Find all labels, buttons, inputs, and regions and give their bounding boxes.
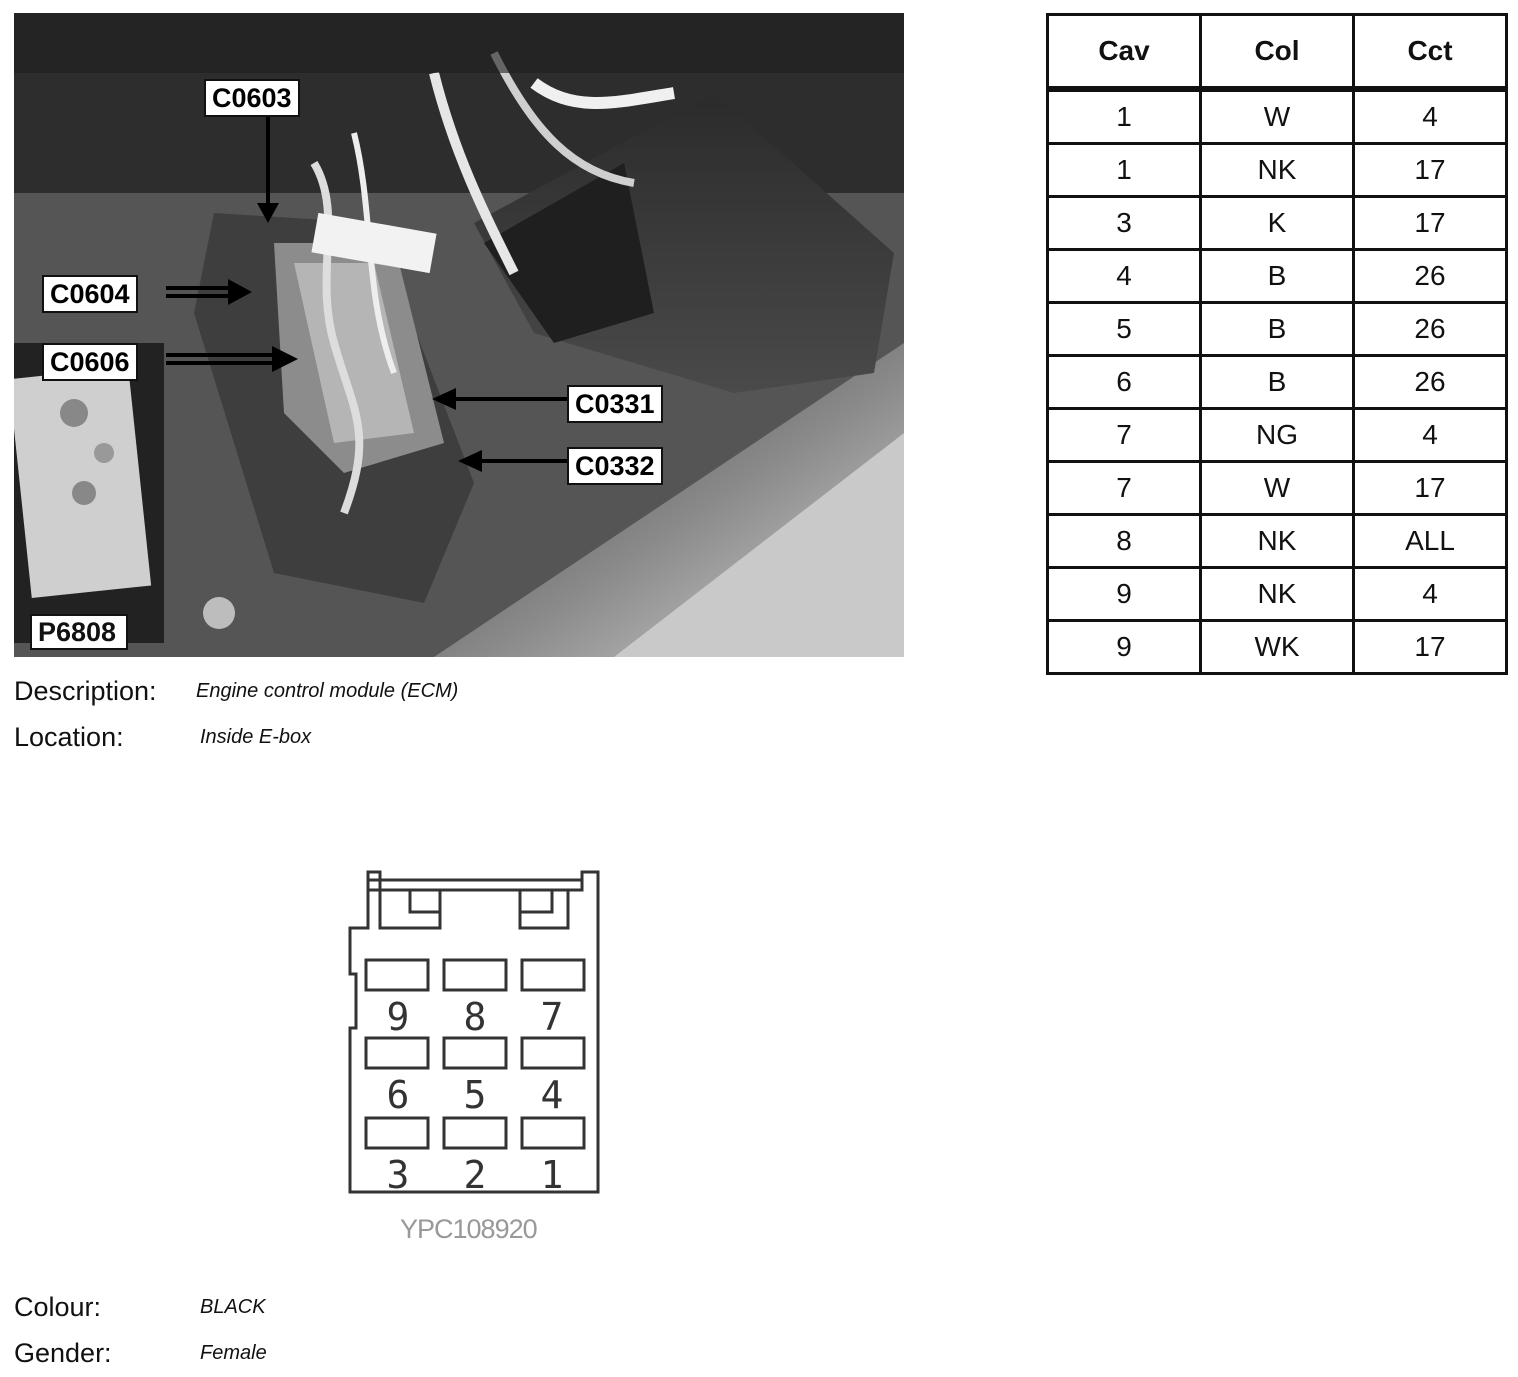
pin-label: 7 — [540, 995, 564, 1039]
cell-cav: 6 — [1048, 356, 1201, 409]
gender-label: Gender: — [14, 1338, 112, 1368]
table-row — [1048, 250, 1507, 303]
header-cav: Cav — [1048, 15, 1201, 90]
table-row — [1048, 621, 1507, 674]
table-row — [1048, 356, 1507, 409]
cell-cav: 9 — [1048, 568, 1201, 621]
pin-label: 1 — [540, 1153, 564, 1197]
engine-bay-image — [14, 13, 904, 657]
table-row — [1048, 409, 1507, 462]
cell-col: B — [1201, 303, 1354, 356]
header-cct: Cct — [1354, 15, 1507, 90]
pin-label: 2 — [463, 1153, 487, 1197]
connector-part-number: YPC108920 — [400, 1214, 537, 1244]
description-label: Description: — [14, 676, 157, 706]
colour-value: BLACK — [200, 1296, 266, 1318]
cell-cav: 7 — [1048, 462, 1201, 515]
callout-c0604: C0604 — [42, 275, 138, 313]
table-row — [1048, 515, 1507, 568]
location-label: Location: — [14, 722, 124, 752]
table-row — [1048, 197, 1507, 250]
header-col: Col — [1201, 15, 1354, 90]
colour-label: Colour: — [14, 1292, 102, 1322]
cell-cav: 8 — [1048, 515, 1201, 568]
description-value: Engine control module (ECM) — [196, 680, 459, 702]
cell-cct: 26 — [1354, 250, 1507, 303]
cell-col: B — [1201, 356, 1354, 409]
pinout-table — [1046, 13, 1508, 675]
cell-col: NK — [1201, 515, 1354, 568]
cell-cct: 4 — [1354, 409, 1507, 462]
table-row — [1048, 303, 1507, 356]
callout-c0332: C0332 — [567, 447, 663, 485]
cell-cct: 4 — [1354, 89, 1507, 144]
table-row — [1048, 462, 1507, 515]
pin-label: 8 — [463, 995, 487, 1039]
cell-col: WK — [1201, 621, 1354, 674]
cell-cav: 1 — [1048, 89, 1201, 144]
callout-c0606: C0606 — [42, 343, 138, 381]
cell-cct: 17 — [1354, 462, 1507, 515]
gender-value: Female — [200, 1342, 267, 1364]
cell-col: B — [1201, 250, 1354, 303]
location-value: Inside E-box — [200, 726, 312, 748]
callout-c0603: C0603 — [204, 79, 300, 117]
cell-col: K — [1201, 197, 1354, 250]
pin-label: 6 — [386, 1073, 410, 1117]
cell-cct: 17 — [1354, 144, 1507, 197]
cell-col: NG — [1201, 409, 1354, 462]
pin-label: 5 — [463, 1073, 487, 1117]
table-row — [1048, 568, 1507, 621]
pin-label: 4 — [540, 1073, 564, 1117]
cell-cav: 9 — [1048, 621, 1201, 674]
cell-col: NK — [1201, 568, 1354, 621]
cell-col: NK — [1201, 144, 1354, 197]
cell-cct: 17 — [1354, 621, 1507, 674]
cell-cav: 5 — [1048, 303, 1201, 356]
ecm-location-photo — [14, 13, 904, 657]
cell-cct: ALL — [1354, 515, 1507, 568]
pin-label: 3 — [386, 1153, 410, 1197]
cell-col: W — [1201, 462, 1354, 515]
cell-col: W — [1201, 89, 1354, 144]
table-row — [1048, 89, 1507, 144]
pin-label: 9 — [386, 995, 410, 1039]
photo-id-label: P6808 — [30, 614, 128, 650]
cell-cct: 26 — [1354, 356, 1507, 409]
cell-cct: 17 — [1354, 197, 1507, 250]
cell-cct: 4 — [1354, 568, 1507, 621]
cell-cav: 3 — [1048, 197, 1201, 250]
table-row — [1048, 144, 1507, 197]
connector-face-diagram — [340, 866, 610, 1206]
table-header-row — [1048, 15, 1507, 90]
cell-cav: 7 — [1048, 409, 1201, 462]
cell-cav: 4 — [1048, 250, 1201, 303]
callout-c0331: C0331 — [567, 385, 663, 423]
cell-cav: 1 — [1048, 144, 1201, 197]
cell-cct: 26 — [1354, 303, 1507, 356]
